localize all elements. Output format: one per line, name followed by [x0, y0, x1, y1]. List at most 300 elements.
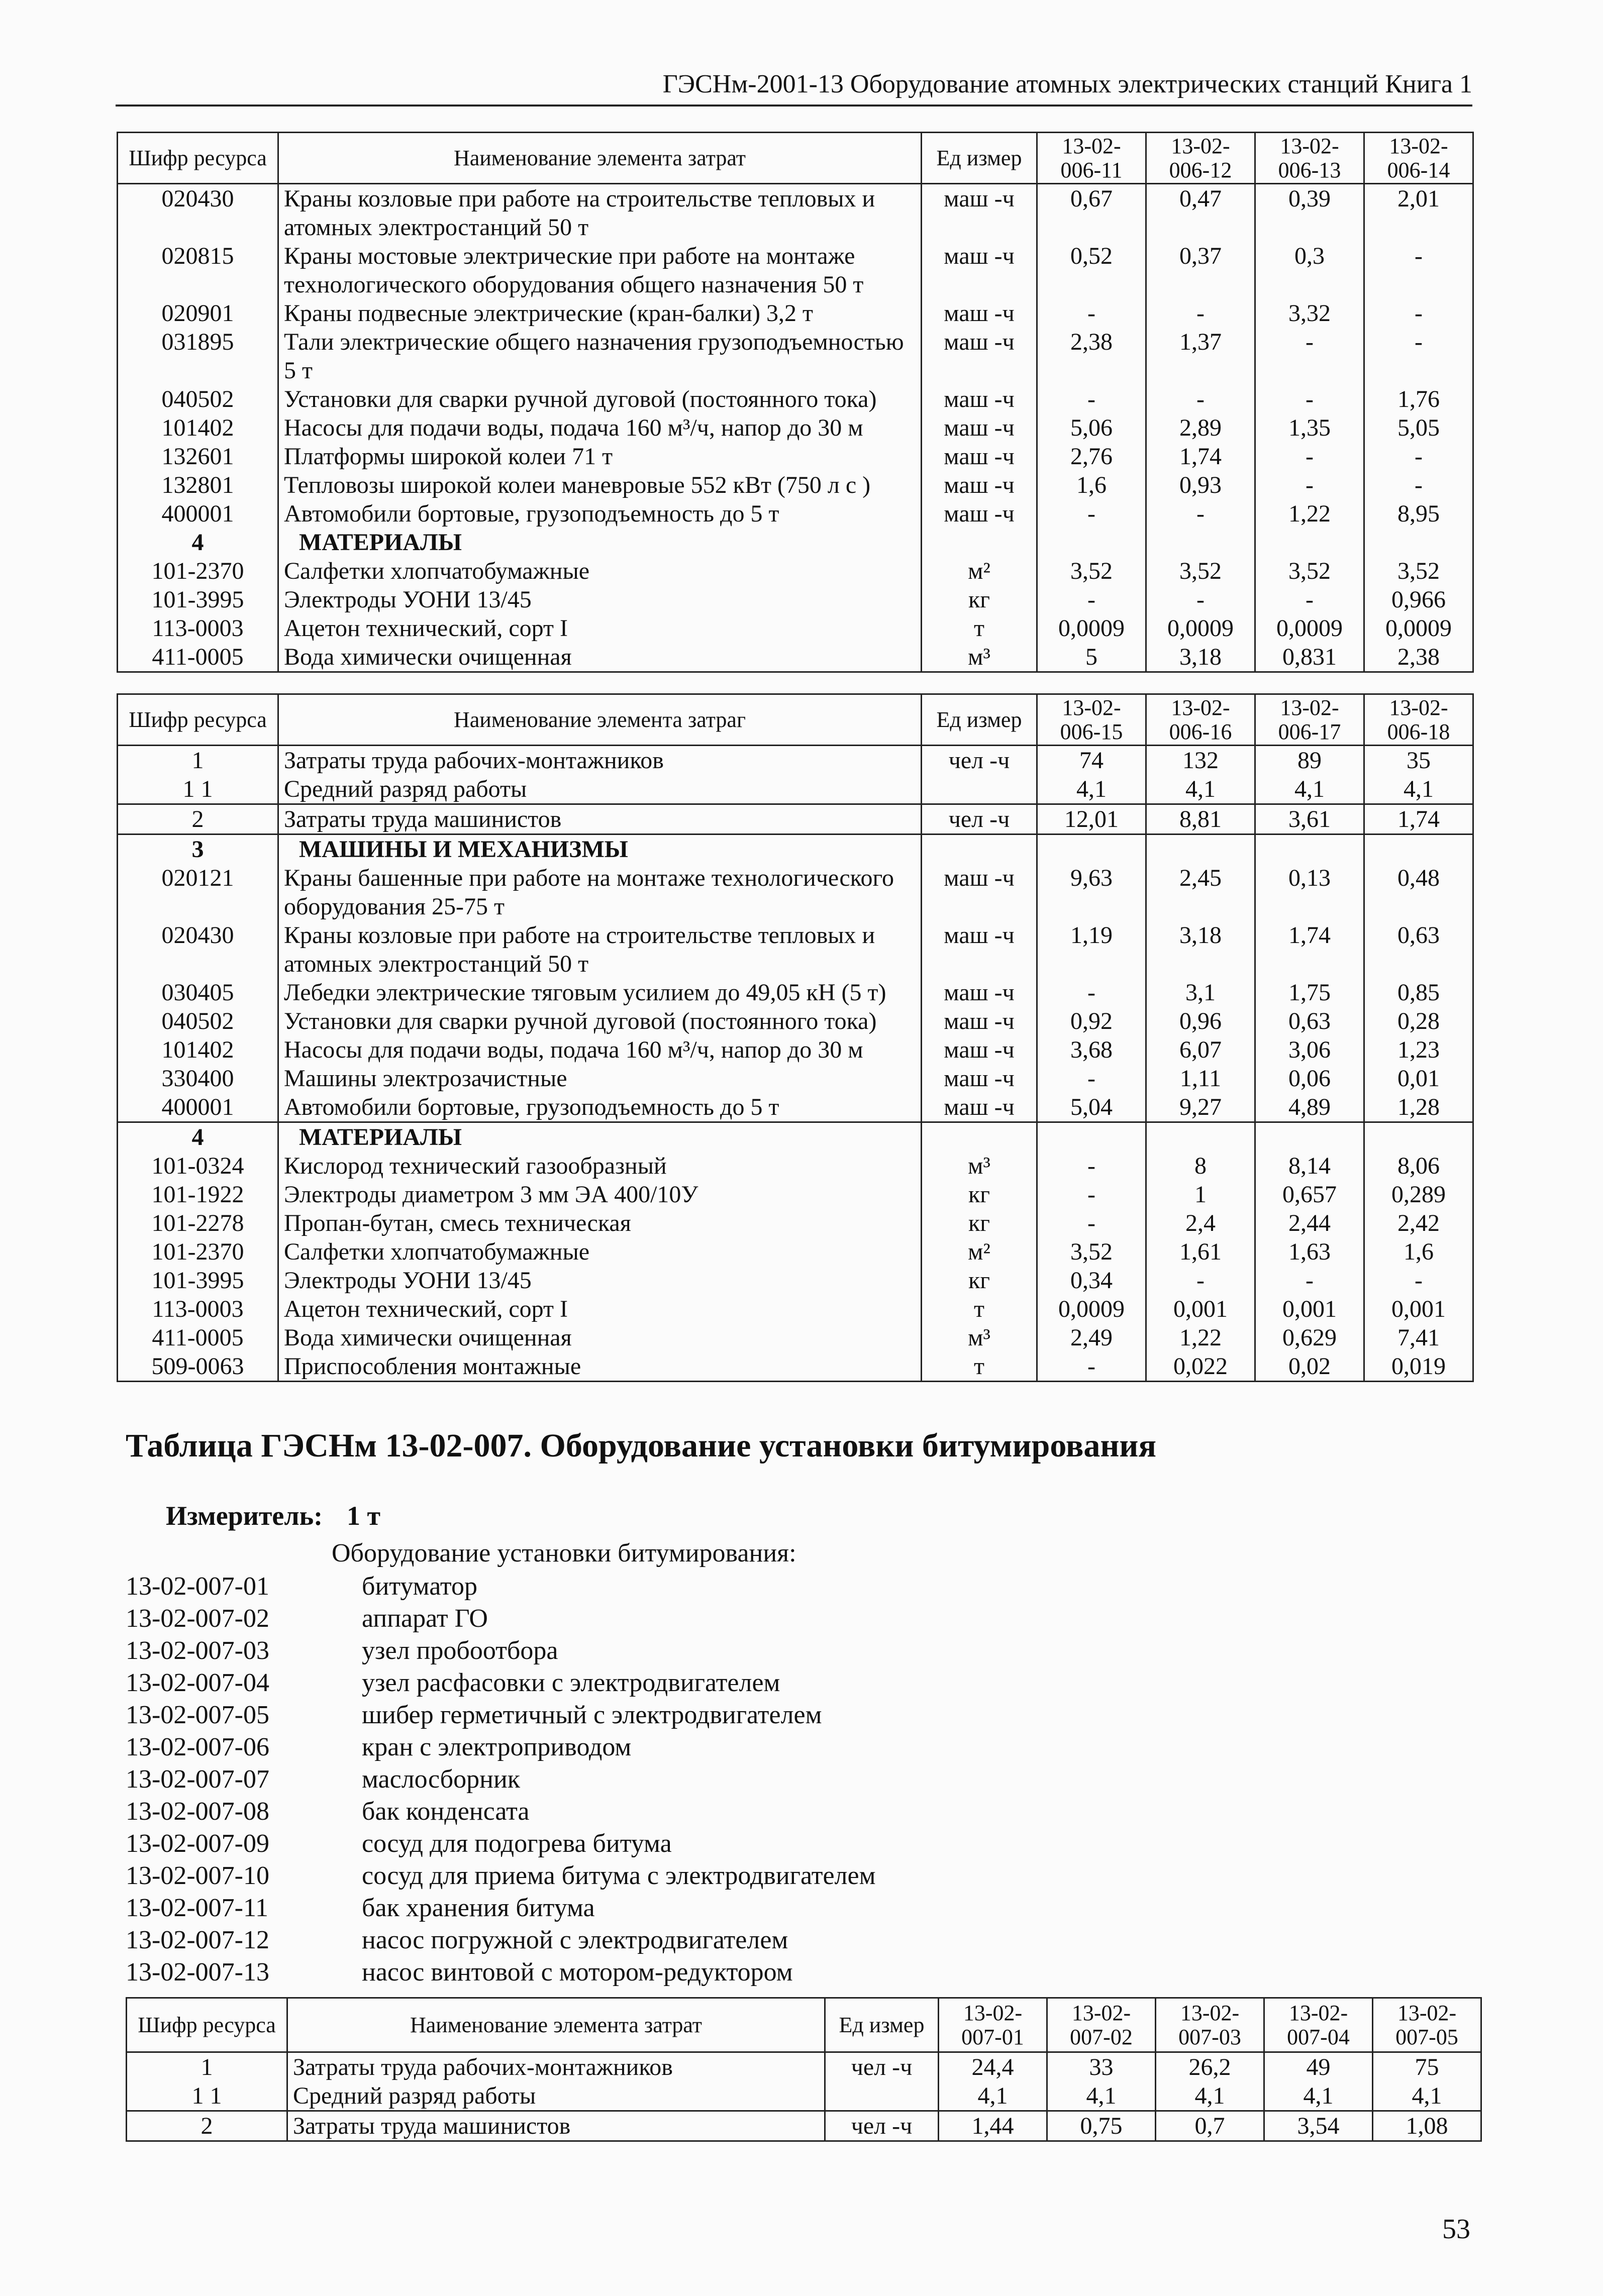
resource-value: 0,0009: [1364, 614, 1473, 643]
resource-value: 0,001: [1146, 1295, 1255, 1323]
table-row: [118, 1266, 1473, 1295]
resource-value: 0,47: [1146, 184, 1255, 242]
resource-value: 3,52: [1255, 557, 1364, 585]
resource-value: 0,75: [1047, 2111, 1156, 2141]
resource-value: -: [1146, 585, 1255, 614]
resource-value: 0,63: [1255, 1007, 1364, 1035]
resource-value: 0,001: [1255, 1295, 1364, 1323]
resource-code: 101-2278: [118, 1209, 278, 1237]
resource-name: Тали электрические общего назначения грузоподъемностью 5 т: [278, 328, 922, 385]
resource-name: Приспособления монтажные: [278, 1352, 922, 1382]
resource-value: 0,001: [1364, 1295, 1473, 1323]
resource-value: [1146, 1122, 1255, 1152]
resource-value: 1: [1146, 1180, 1255, 1209]
resource-value: [1037, 834, 1146, 864]
header-row: [127, 1998, 1481, 2052]
resource-value: 7,41: [1364, 1323, 1473, 1352]
resource-unit: маш -ч: [922, 921, 1037, 978]
equipment-code: 13-02-007-07: [126, 1765, 269, 1794]
resource-unit: маш -ч: [922, 184, 1037, 242]
table-row: [118, 299, 1473, 328]
resource-value: 4,1: [1255, 775, 1364, 804]
resource-value: 3,32: [1255, 299, 1364, 328]
resource-name: Лебедки электрические тяговым усилием до 49,05 кН (5 т): [278, 978, 922, 1007]
page-number: 53: [1442, 2214, 1470, 2245]
resource-value: 8,14: [1255, 1152, 1364, 1180]
table-row: [127, 2111, 1481, 2141]
equipment-label: аппарат ГО: [362, 1604, 488, 1633]
header-rule: [116, 105, 1472, 107]
resource-value: 2,4: [1146, 1209, 1255, 1237]
table-row: [118, 413, 1473, 442]
resource-value: -: [1364, 1266, 1473, 1295]
resource-value: [1255, 528, 1364, 557]
resource-name: Электроды диаметром 3 мм ЭА 400/10У: [278, 1180, 922, 1209]
resource-code: 020121: [118, 864, 278, 921]
resource-unit: м³: [922, 643, 1037, 672]
section-title: Таблица ГЭСНм 13-02-007. Оборудование установки битумирования: [126, 1427, 1157, 1464]
equipment-item: [126, 1667, 875, 1699]
table-row: [118, 614, 1473, 643]
equipment-item: [126, 1860, 875, 1892]
equipment-item: [126, 1956, 875, 1989]
equipment-label: узел пробоотбора: [362, 1636, 558, 1665]
resource-unit: маш -ч: [922, 328, 1037, 385]
table-row: [118, 978, 1473, 1007]
resource-code: 031895: [118, 328, 278, 385]
column-header-rate: 13-02-006-16: [1146, 694, 1255, 746]
column-header-rate: 13-02-007-04: [1264, 1998, 1373, 2052]
resource-value: [1146, 528, 1255, 557]
resource-value: -: [1037, 1209, 1146, 1237]
resource-value: [1255, 834, 1364, 864]
resource-value: -: [1037, 499, 1146, 528]
resource-value: 75: [1373, 2052, 1481, 2082]
resource-name: Средний разряд работы: [287, 2081, 825, 2111]
resource-name: МАШИНЫ И МЕХАНИЗМЫ: [278, 834, 922, 864]
resource-name: Насосы для подачи воды, подача 160 м³/ч, напор до 30 м: [278, 1035, 922, 1064]
resource-value: -: [1364, 299, 1473, 328]
resource-unit: кг: [922, 1266, 1037, 1295]
equipment-label: узел расфасовки с электродвигателем: [362, 1668, 780, 1697]
equipment-label: бак конденсата: [362, 1797, 530, 1826]
resource-value: -: [1146, 299, 1255, 328]
equipment-list-heading: Оборудование установки битумирования:: [332, 1539, 796, 1568]
resource-value: 8,95: [1364, 499, 1473, 528]
resource-name: Вода химически очищенная: [278, 643, 922, 672]
table-row: [118, 557, 1473, 585]
resource-unit: [922, 1122, 1037, 1152]
table-row: [118, 585, 1473, 614]
resource-value: -: [1146, 385, 1255, 413]
resource-value: 1,44: [939, 2111, 1047, 2141]
equipment-code: 13-02-007-01: [126, 1572, 269, 1601]
table-row: [127, 2052, 1481, 2082]
resource-code: 411-0005: [118, 643, 278, 672]
equipment-item: [126, 1763, 875, 1796]
resource-value: 1,19: [1037, 921, 1146, 978]
table-row: [118, 1180, 1473, 1209]
resource-unit: чел -ч: [922, 746, 1037, 775]
resource-value: 0,28: [1364, 1007, 1473, 1035]
table-row: [118, 864, 1473, 921]
resource-value: -: [1037, 585, 1146, 614]
resource-name: Затраты труда рабочих-монтажников: [278, 746, 922, 775]
resource-value: 4,89: [1255, 1093, 1364, 1122]
resource-value: -: [1255, 328, 1364, 385]
resource-unit: чел -ч: [922, 804, 1037, 834]
resource-value: 0,0009: [1037, 614, 1146, 643]
equipment-code: 13-02-007-03: [126, 1636, 269, 1665]
resource-value: 0,48: [1364, 864, 1473, 921]
resource-value: 1,75: [1255, 978, 1364, 1007]
resource-value: 0,0009: [1146, 614, 1255, 643]
resource-value: 0,63: [1364, 921, 1473, 978]
resource-unit: т: [922, 614, 1037, 643]
equipment-code: 13-02-007-11: [126, 1894, 269, 1922]
resource-code: 3: [118, 834, 278, 864]
column-header-code: Шифр ресурса: [118, 133, 278, 184]
resource-unit: кг: [922, 1209, 1037, 1237]
table-row: [118, 442, 1473, 471]
running-header: ГЭСНм-2001-13 Оборудование атомных электрических станций Книга 1: [662, 70, 1472, 98]
resource-unit: м²: [922, 1237, 1037, 1266]
equipment-label: сосуд для подогрева битума: [362, 1829, 672, 1858]
resource-value: 3,18: [1146, 643, 1255, 672]
table-row: [118, 328, 1473, 385]
resource-code: 1 1: [118, 775, 278, 804]
resource-code: 101-2370: [118, 1237, 278, 1266]
resource-value: -: [1037, 299, 1146, 328]
resource-value: 0,3: [1255, 242, 1364, 299]
resource-code: 132601: [118, 442, 278, 471]
column-header-rate: 13-02-007-02: [1047, 1998, 1156, 2052]
resource-unit: т: [922, 1295, 1037, 1323]
header-row: [118, 694, 1473, 746]
resource-value: 74: [1037, 746, 1146, 775]
equipment-label: кран с электроприводом: [362, 1733, 632, 1761]
resource-unit: маш -ч: [922, 864, 1037, 921]
column-header-rate: 13-02-006-18: [1364, 694, 1473, 746]
resource-value: 8,81: [1146, 804, 1255, 834]
resource-unit: маш -ч: [922, 978, 1037, 1007]
resource-value: 3,52: [1037, 1237, 1146, 1266]
resource-value: 0,0009: [1255, 614, 1364, 643]
equipment-label: насос винтовой с мотором-редуктором: [362, 1958, 793, 1987]
resource-value: -: [1364, 242, 1473, 299]
resource-name: Ацетон технический, сорт I: [278, 1295, 922, 1323]
table-row: [118, 643, 1473, 672]
resource-value: -: [1255, 385, 1364, 413]
resource-value: 132: [1146, 746, 1255, 775]
resource-value: 0,022: [1146, 1352, 1255, 1382]
resource-value: 0,34: [1037, 1266, 1146, 1295]
table-row: [118, 746, 1473, 775]
table-row: [118, 184, 1473, 242]
resource-code: 2: [118, 804, 278, 834]
resource-value: 0,289: [1364, 1180, 1473, 1209]
table-row: [118, 1237, 1473, 1266]
resource-value: 35: [1364, 746, 1473, 775]
resource-unit: кг: [922, 1180, 1037, 1209]
resource-value: 2,42: [1364, 1209, 1473, 1237]
resource-code: 1: [118, 746, 278, 775]
resource-value: -: [1037, 385, 1146, 413]
equipment-item: [126, 1731, 875, 1763]
column-header-code: Шифр ресурса: [127, 1998, 287, 2052]
resource-name: Краны башенные при работе на монтаже технологического оборудования 25-75 т: [278, 864, 922, 921]
resource-value: 26,2: [1156, 2052, 1264, 2082]
resource-name: Краны козловые при работе на строительстве тепловых и атомных электростанций 50 т: [278, 184, 922, 242]
resource-unit: маш -ч: [922, 1064, 1037, 1093]
resource-value: 12,01: [1037, 804, 1146, 834]
resource-unit: маш -ч: [922, 471, 1037, 499]
resource-value: 3,52: [1364, 557, 1473, 585]
resource-value: 0,92: [1037, 1007, 1146, 1035]
resource-code: 101402: [118, 1035, 278, 1064]
table-row: [118, 1323, 1473, 1352]
resource-value: 0,02: [1255, 1352, 1364, 1382]
table-row: [118, 1209, 1473, 1237]
resource-value: 49: [1264, 2052, 1373, 2082]
resource-value: 0,01: [1364, 1064, 1473, 1093]
resource-value: 2,44: [1255, 1209, 1364, 1237]
table-row: [118, 1007, 1473, 1035]
resource-unit: [825, 2081, 939, 2111]
resource-value: 4,1: [1156, 2081, 1264, 2111]
resource-code: 040502: [118, 385, 278, 413]
resource-value: 2,89: [1146, 413, 1255, 442]
resource-name: Установки для сварки ручной дуговой (постоянного тока): [278, 385, 922, 413]
resource-value: 3,06: [1255, 1035, 1364, 1064]
column-header-unit: Ед измер: [825, 1998, 939, 2052]
resource-code: 4: [118, 528, 278, 557]
resource-code: 101-0324: [118, 1152, 278, 1180]
resource-name: Автомобили бортовые, грузоподъемность до 5 т: [278, 1093, 922, 1122]
resource-value: 4,1: [1264, 2081, 1373, 2111]
table-row: [118, 1093, 1473, 1122]
measure-label: Измеритель:: [166, 1501, 323, 1531]
resource-value: 2,01: [1364, 184, 1473, 242]
resource-name: Машины электрозачистные: [278, 1064, 922, 1093]
resource-code: 040502: [118, 1007, 278, 1035]
resource-value: 3,61: [1255, 804, 1364, 834]
resource-value: 2,76: [1037, 442, 1146, 471]
resource-value: 0,85: [1364, 978, 1473, 1007]
equipment-item: [126, 1635, 875, 1667]
table-row: [118, 499, 1473, 528]
measure-value: 1 т: [347, 1501, 381, 1531]
resource-code: 113-0003: [118, 1295, 278, 1323]
resource-value: 1,6: [1364, 1237, 1473, 1266]
column-header-unit: Ед измер: [922, 133, 1037, 184]
resource-name: Вода химически очищенная: [278, 1323, 922, 1352]
table-row: [118, 1035, 1473, 1064]
resource-unit: [922, 775, 1037, 804]
resource-code: 020815: [118, 242, 278, 299]
resource-value: -: [1037, 1152, 1146, 1180]
column-header-rate: 13-02-007-05: [1373, 1998, 1481, 2052]
resource-unit: маш -ч: [922, 242, 1037, 299]
equipment-item: [126, 1796, 875, 1828]
resource-value: 0,13: [1255, 864, 1364, 921]
resource-code: 1 1: [127, 2081, 287, 2111]
resource-name: Затраты труда рабочих-монтажников: [287, 2052, 825, 2082]
equipment-code: 13-02-007-12: [126, 1926, 269, 1954]
column-header-rate: 13-02-006-17: [1255, 694, 1364, 746]
resource-value: 2,38: [1364, 643, 1473, 672]
column-header-rate: 13-02-006-14: [1364, 133, 1473, 184]
resource-value: 2,38: [1037, 328, 1146, 385]
resource-value: 0,966: [1364, 585, 1473, 614]
resource-name: Установки для сварки ручной дуговой (постоянного тока): [278, 1007, 922, 1035]
resource-name: Пропан-бутан, смесь техническая: [278, 1209, 922, 1237]
resource-value: 4,1: [1047, 2081, 1156, 2111]
resource-name: Кислород технический газообразный: [278, 1152, 922, 1180]
resource-code: 2: [127, 2111, 287, 2141]
resource-value: 0,629: [1255, 1323, 1364, 1352]
column-header-name: Наименование элемента затраг: [278, 694, 922, 746]
resource-value: 33: [1047, 2052, 1156, 2082]
resource-value: 0,39: [1255, 184, 1364, 242]
table-row: [118, 1295, 1473, 1323]
resource-unit: маш -ч: [922, 1035, 1037, 1064]
table-row: [127, 2081, 1481, 2111]
resource-value: 3,52: [1037, 557, 1146, 585]
resource-value: 1,23: [1364, 1035, 1473, 1064]
column-header-rate: 13-02-007-03: [1156, 1998, 1264, 2052]
resource-value: 1,08: [1373, 2111, 1481, 2141]
resource-code: 1: [127, 2052, 287, 2082]
resource-name: Тепловозы широкой колеи маневровые 552 кВт (750 л с ): [278, 471, 922, 499]
resource-unit: маш -ч: [922, 299, 1037, 328]
resource-value: -: [1037, 1064, 1146, 1093]
equipment-code: 13-02-007-08: [126, 1797, 269, 1826]
resource-code: 020430: [118, 921, 278, 978]
equipment-item: [126, 1571, 875, 1603]
resource-unit: маш -ч: [922, 385, 1037, 413]
resource-value: 3,68: [1037, 1035, 1146, 1064]
resource-table-006-15-18: [117, 693, 1474, 1382]
resource-value: 2,45: [1146, 864, 1255, 921]
column-header-unit: Ед измер: [922, 694, 1037, 746]
resource-code: 400001: [118, 1093, 278, 1122]
resource-value: 0,7: [1156, 2111, 1264, 2141]
resource-unit: маш -ч: [922, 1093, 1037, 1122]
resource-value: 24,4: [939, 2052, 1047, 2082]
resource-name: Насосы для подачи воды, подача 160 м³/ч, напор до 30 м: [278, 413, 922, 442]
resource-value: -: [1037, 1352, 1146, 1382]
resource-value: [1364, 1122, 1473, 1152]
equipment-code: 13-02-007-13: [126, 1958, 269, 1987]
resource-value: 1,28: [1364, 1093, 1473, 1122]
resource-code: 101-1922: [118, 1180, 278, 1209]
resource-value: -: [1364, 471, 1473, 499]
section-row: [118, 1122, 1473, 1152]
equipment-item: [126, 1699, 875, 1731]
resource-value: 5,05: [1364, 413, 1473, 442]
equipment-label: битуматор: [362, 1572, 477, 1601]
resource-value: -: [1037, 978, 1146, 1007]
resource-code: 101402: [118, 413, 278, 442]
resource-value: -: [1146, 499, 1255, 528]
resource-value: 1,37: [1146, 328, 1255, 385]
resource-name: Электроды УОНИ 13/45: [278, 1266, 922, 1295]
resource-value: 1,74: [1146, 442, 1255, 471]
resource-name: МАТЕРИАЛЫ: [278, 528, 922, 557]
equipment-code: 13-02-007-02: [126, 1604, 269, 1633]
resource-unit: маш -ч: [922, 413, 1037, 442]
resource-value: 0,0009: [1037, 1295, 1146, 1323]
resource-unit: кг: [922, 585, 1037, 614]
column-header-rate: 13-02-006-11: [1037, 133, 1146, 184]
resource-value: 0,67: [1037, 184, 1146, 242]
resource-value: -: [1255, 471, 1364, 499]
resource-unit: т: [922, 1352, 1037, 1382]
resource-value: 0,019: [1364, 1352, 1473, 1382]
equipment-label: сосуд для приема битума с электродвигателем: [362, 1861, 876, 1890]
resource-value: [1037, 1122, 1146, 1152]
resource-value: 1,61: [1146, 1237, 1255, 1266]
column-header-name: Наименование элемента затрат: [278, 133, 922, 184]
resource-code: 330400: [118, 1064, 278, 1093]
resource-value: -: [1255, 1266, 1364, 1295]
table-row: [118, 921, 1473, 978]
resource-value: 5: [1037, 643, 1146, 672]
column-header-rate: 13-02-007-01: [939, 1998, 1047, 2052]
resource-unit: маш -ч: [922, 442, 1037, 471]
equipment-item: [126, 1924, 875, 1956]
resource-value: 3,52: [1146, 557, 1255, 585]
resource-value: [1255, 1122, 1364, 1152]
table-row: [118, 1352, 1473, 1382]
resource-name: Затраты труда машинистов: [278, 804, 922, 834]
resource-value: 1,74: [1255, 921, 1364, 978]
resource-value: 0,657: [1255, 1180, 1364, 1209]
resource-value: 1,74: [1364, 804, 1473, 834]
resource-value: 5,06: [1037, 413, 1146, 442]
resource-code: 4: [118, 1122, 278, 1152]
resource-name: Автомобили бортовые, грузоподъемность до 5 т: [278, 499, 922, 528]
resource-value: -: [1364, 442, 1473, 471]
resource-value: 6,07: [1146, 1035, 1255, 1064]
resource-name: Краны козловые при работе на строительстве тепловых и атомных электростанций 50 т: [278, 921, 922, 978]
resource-code: 101-3995: [118, 585, 278, 614]
resource-name: МАТЕРИАЛЫ: [278, 1122, 922, 1152]
equipment-item: [126, 1603, 875, 1635]
table-row: [118, 385, 1473, 413]
resource-value: 0,06: [1255, 1064, 1364, 1093]
equipment-label: насос погружной с электродвигателем: [362, 1926, 788, 1954]
resource-value: [1364, 528, 1473, 557]
resource-name: Электроды УОНИ 13/45: [278, 585, 922, 614]
section-row: [118, 528, 1473, 557]
resource-name: Ацетон технический, сорт I: [278, 614, 922, 643]
resource-value: 9,27: [1146, 1093, 1255, 1122]
resource-code: 020430: [118, 184, 278, 242]
resource-unit: [922, 834, 1037, 864]
resource-value: 0,37: [1146, 242, 1255, 299]
column-header-rate: 13-02-006-13: [1255, 133, 1364, 184]
equipment-list: [126, 1571, 875, 1989]
resource-value: 4,1: [1364, 775, 1473, 804]
resource-name: Салфетки хлопчатобумажные: [278, 1237, 922, 1266]
resource-value: 2,49: [1037, 1323, 1146, 1352]
resource-value: [1037, 528, 1146, 557]
equipment-label: маслосборник: [362, 1765, 521, 1794]
table-row: [118, 242, 1473, 299]
resource-unit: маш -ч: [922, 1007, 1037, 1035]
